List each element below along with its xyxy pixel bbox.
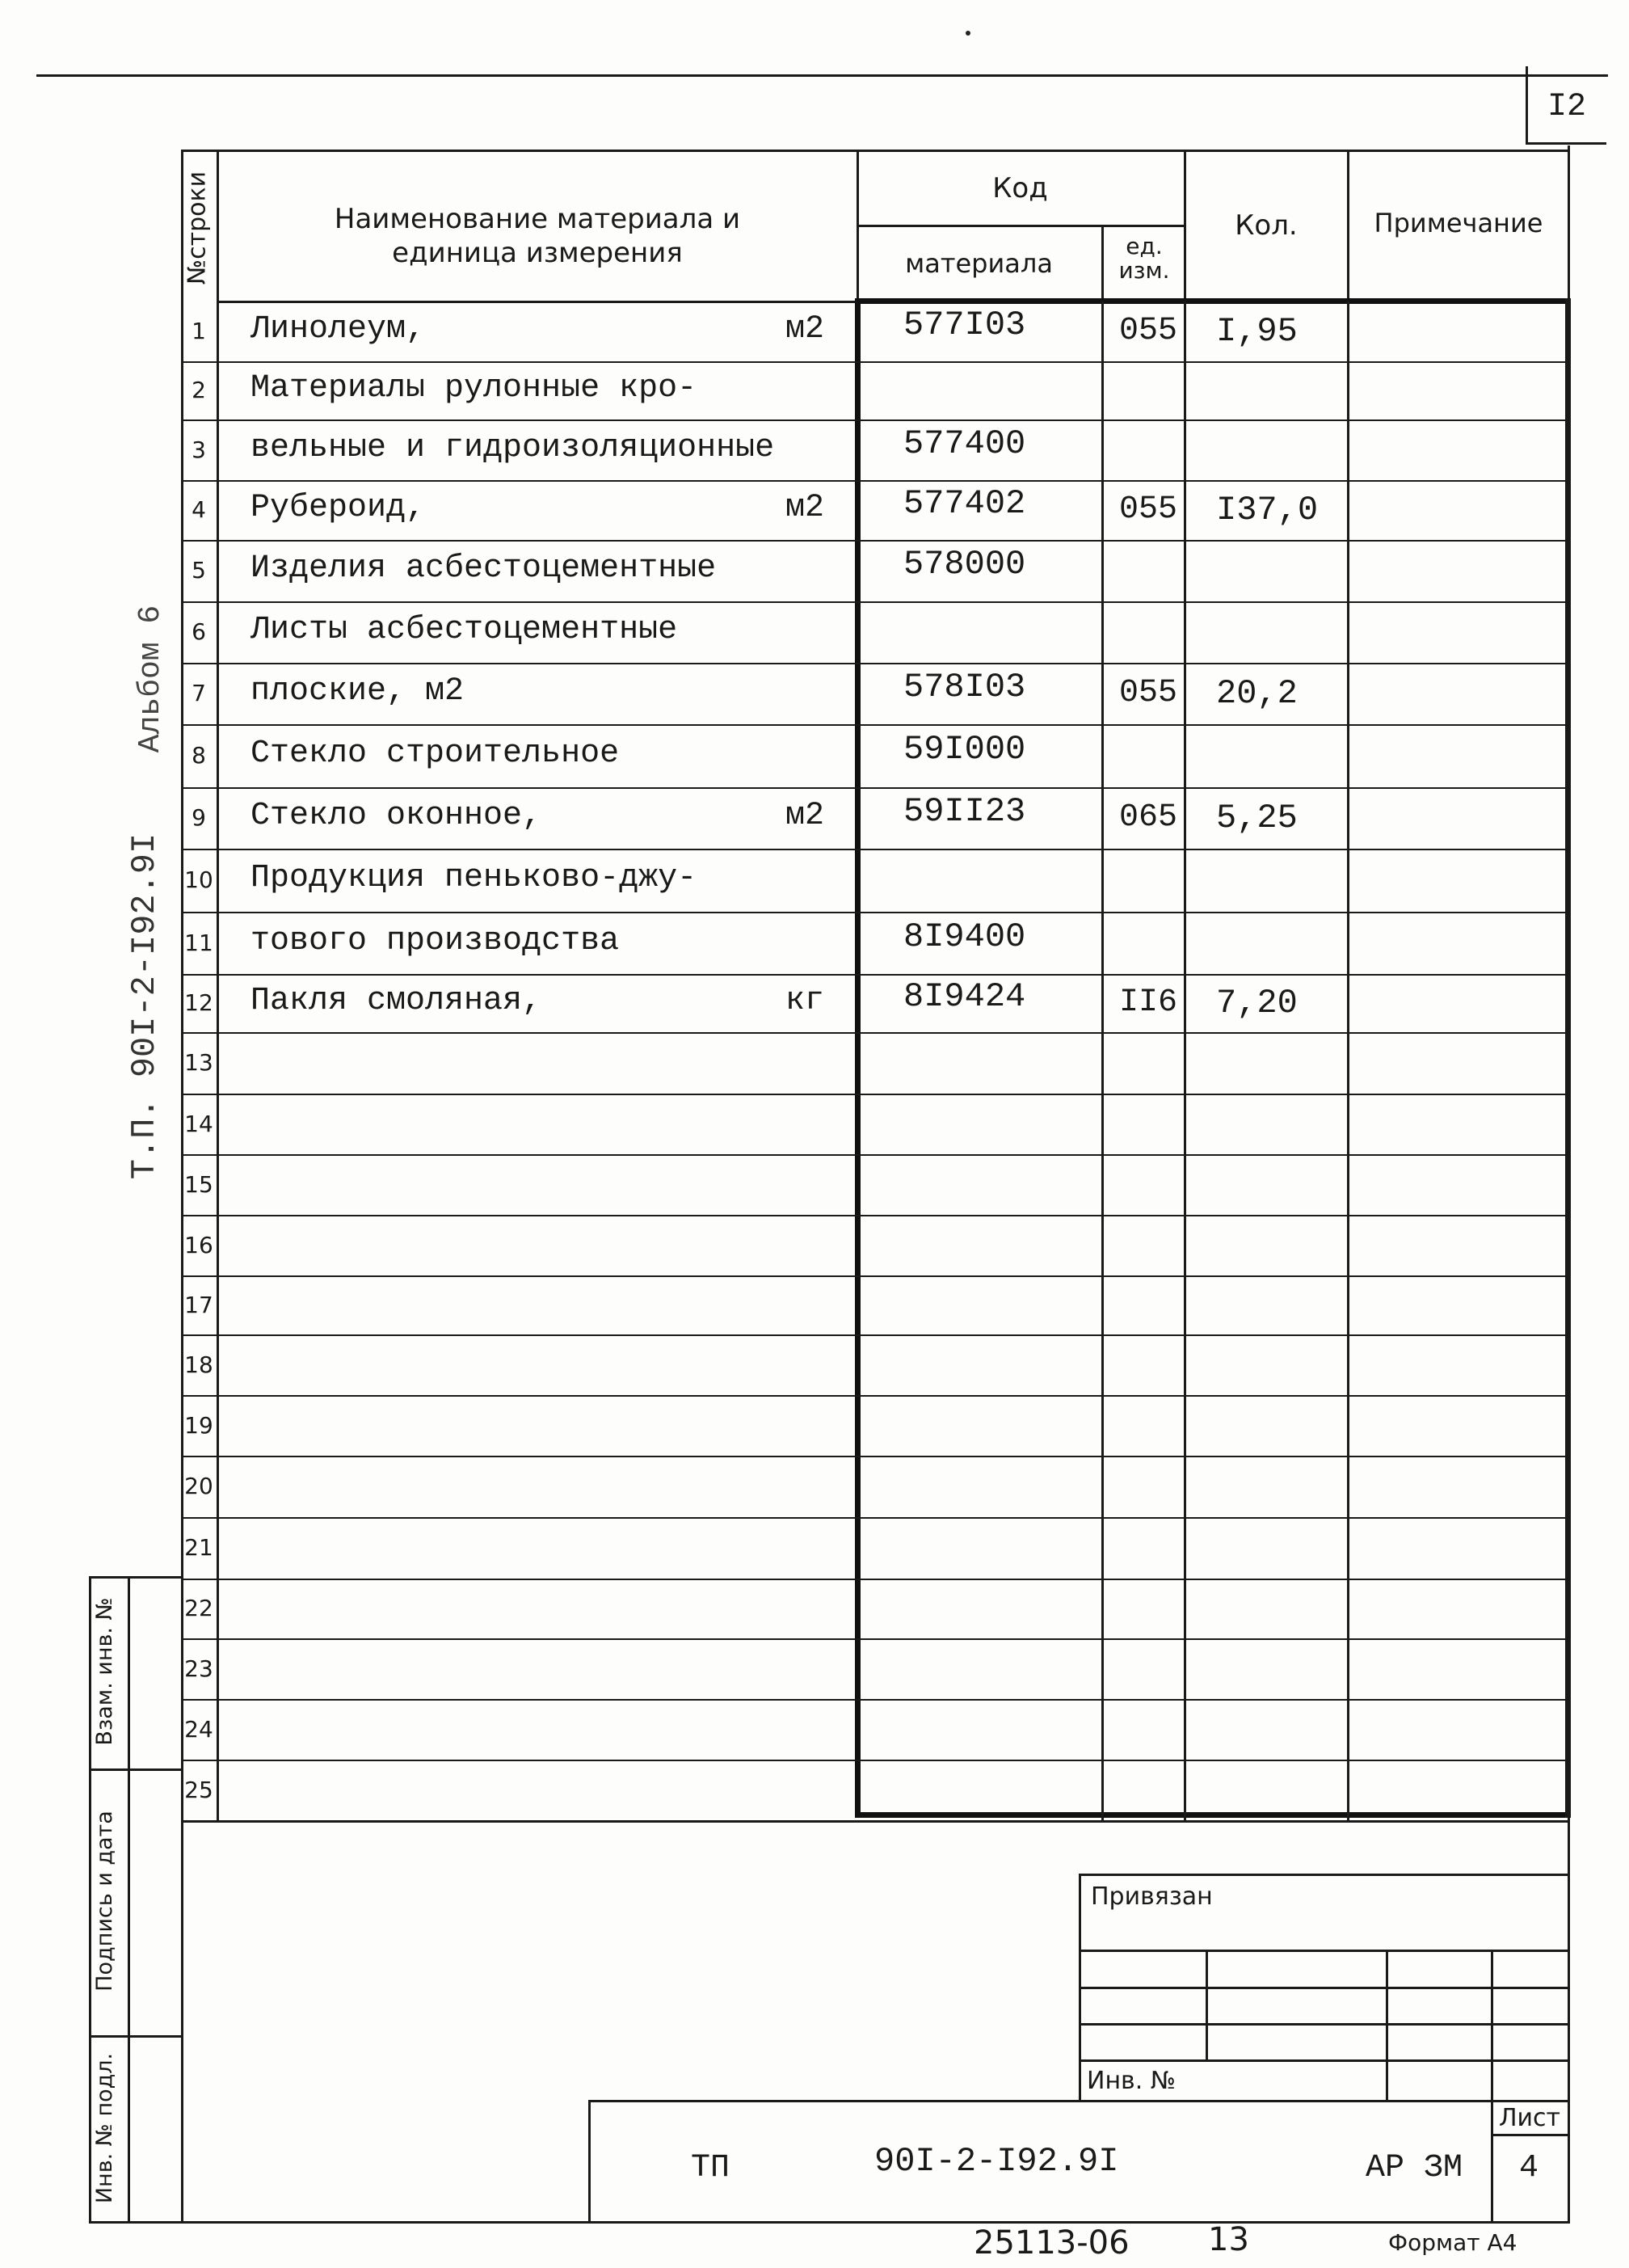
hdr-name: Наименование материала и единица измерения — [334, 203, 741, 269]
margin-div2 — [89, 2035, 182, 2038]
quantity: 20,2 — [1216, 674, 1298, 713]
hdr-row-no: №строки — [183, 171, 212, 285]
material-code: 577I03 — [903, 305, 1026, 344]
col-row-right — [217, 150, 219, 1823]
margin-div1 — [89, 1768, 182, 1771]
col-unit-left — [1101, 301, 1104, 1820]
material-code: 8I9424 — [903, 977, 1026, 1016]
row-number: 23 — [184, 1655, 213, 1682]
row-number: 10 — [184, 866, 213, 893]
frame-top — [181, 150, 1570, 152]
row-divider — [181, 912, 1570, 913]
row-number: 1 — [192, 317, 206, 344]
row-number: 4 — [192, 496, 206, 523]
row-divider — [181, 724, 1570, 726]
material-unit: м2 — [785, 798, 824, 834]
material-code: 8I9400 — [903, 917, 1026, 956]
material-name: плоские, м2 — [250, 673, 465, 710]
row-divider — [181, 1334, 1570, 1336]
body-thick-frame — [855, 298, 1569, 1818]
material-code: 577400 — [903, 424, 1026, 463]
row-number: 7 — [192, 680, 206, 706]
hdr-qty: Кол. — [1235, 209, 1298, 242]
footer-num2: 13 — [1208, 2221, 1249, 2258]
row-number: 13 — [184, 1049, 213, 1076]
title-block-left — [588, 2100, 591, 2221]
row-divider — [181, 1215, 1570, 1216]
material-unit: м2 — [785, 490, 824, 526]
stamp-row4 — [1079, 2059, 1570, 2062]
material-name: Линолеум, — [250, 310, 426, 348]
material-name: Изделия асбестоцементные — [250, 550, 717, 587]
quantity: I,95 — [1216, 311, 1298, 351]
row-number: 24 — [184, 1715, 213, 1743]
doc-code: 90I-2-I92.9I — [874, 2142, 1119, 2181]
material-unit: м2 — [785, 310, 824, 348]
material-name: тового производства — [250, 922, 620, 959]
row-divider — [181, 849, 1570, 850]
table-end — [181, 1820, 1570, 1823]
row-divider — [181, 1032, 1570, 1034]
body-thick-right — [1565, 298, 1571, 1818]
row-divider — [181, 663, 1570, 664]
margin-top — [89, 1576, 182, 1579]
row-number: 16 — [184, 1231, 213, 1258]
sheet-number-top: I2 — [1547, 89, 1587, 125]
row-divider — [181, 540, 1570, 542]
unit-code: II6 — [1119, 984, 1178, 1021]
inv-podl-label: Инв. № подл. — [92, 2052, 117, 2204]
material-name: Продукция пеньково-джу- — [250, 860, 697, 896]
row-divider — [181, 1395, 1570, 1397]
album-label: Альбом 6 — [133, 605, 168, 753]
footer-format: Формат А4 — [1388, 2229, 1517, 2256]
material-name: Пакля смоляная, — [250, 983, 542, 1019]
row-number: 12 — [184, 989, 213, 1016]
row-number: 15 — [184, 1170, 213, 1198]
material-name: вельные и гидроизоляционные — [250, 429, 775, 466]
row-divider — [181, 1456, 1570, 1457]
material-code: 578000 — [903, 545, 1026, 584]
material-unit: кг — [785, 983, 824, 1019]
stamp-col3 — [1491, 1950, 1493, 2221]
list-split — [1491, 2134, 1570, 2136]
tp-side-label: Т.П. 90I-2-I92.9I — [125, 833, 164, 1180]
hdr-code: Код — [992, 172, 1048, 204]
quantity: I37,0 — [1216, 491, 1319, 529]
hdr-note: Примечание — [1374, 208, 1543, 238]
top-rule — [36, 74, 1608, 77]
stamp-col1 — [1206, 1950, 1208, 2061]
tp-label: ТП — [691, 2150, 730, 2186]
margin-bottom — [89, 2221, 182, 2224]
sheet-number: 4 — [1519, 2150, 1539, 2186]
row-number: 19 — [184, 1411, 213, 1439]
row-divider — [181, 480, 1570, 482]
ar-label: АР ЗМ — [1366, 2150, 1463, 2186]
row-number: 3 — [192, 436, 206, 463]
row-divider — [181, 974, 1570, 976]
row-number: 11 — [184, 929, 213, 956]
row-divider — [181, 1275, 1570, 1277]
row-divider — [181, 1638, 1570, 1640]
material-name: Стекло оконное, — [250, 798, 542, 834]
stamp-row3 — [1079, 2023, 1570, 2026]
row-divider — [181, 1094, 1570, 1095]
row-number: 8 — [192, 742, 206, 769]
row-divider — [181, 1517, 1570, 1519]
margin-line-outer — [89, 1576, 91, 2223]
footer-number: 25113-06 — [974, 2224, 1130, 2262]
row-number: 25 — [184, 1776, 213, 1803]
stamp-row1 — [1079, 1950, 1570, 1952]
row-number: 14 — [184, 1110, 213, 1137]
material-code: 578I03 — [903, 668, 1026, 706]
unit-code: 065 — [1119, 799, 1178, 836]
hdr-code-split — [857, 225, 1185, 227]
stamp-row2 — [1079, 1987, 1570, 1989]
row-divider — [181, 1154, 1570, 1156]
row-divider — [181, 1579, 1570, 1580]
row-number: 5 — [192, 557, 206, 584]
sheet-box-left — [1526, 66, 1528, 144]
unit-code: 055 — [1119, 675, 1178, 711]
material-code: 577402 — [903, 484, 1026, 523]
unit-code: 055 — [1119, 312, 1178, 349]
frame-bottom — [181, 2221, 1570, 2224]
row-number: 9 — [192, 804, 206, 831]
row-divider — [181, 787, 1570, 789]
col-note-left — [1347, 301, 1349, 1820]
row-number: 6 — [192, 618, 206, 645]
row-number: 20 — [184, 1473, 213, 1499]
privyazan-label: Привязан — [1091, 1882, 1213, 1911]
quantity: 5,25 — [1216, 799, 1298, 837]
material-name: Материалы рулонные кро- — [250, 370, 697, 407]
row-divider — [181, 1699, 1570, 1701]
stamp-top — [1079, 1874, 1570, 1876]
title-block-top — [588, 2100, 1570, 2102]
row-number: 18 — [184, 1351, 213, 1378]
row-number: 21 — [184, 1534, 213, 1561]
row-number: 2 — [192, 377, 206, 403]
inv-no-label: Инв. № — [1087, 2067, 1176, 2095]
material-code: 59II23 — [903, 792, 1026, 831]
col-qty-left — [1184, 301, 1186, 1820]
hdr-code-material: материала — [905, 248, 1053, 279]
material-code: 59I000 — [903, 730, 1026, 769]
sheet-box-bottom — [1526, 142, 1606, 145]
row-divider — [181, 419, 1570, 421]
margin-line-inner — [128, 1576, 130, 2223]
hdr-code-unit: ед. изм. — [1118, 233, 1170, 284]
material-name: Листы асбестоцементные — [250, 612, 678, 648]
row-number: 17 — [184, 1291, 213, 1318]
row-divider — [181, 361, 1570, 363]
quantity: 7,20 — [1216, 984, 1298, 1022]
material-name: Рубероид, — [250, 490, 426, 526]
row-number: 22 — [184, 1595, 213, 1621]
vzam-inv-label: Взам. инв. № — [92, 1597, 117, 1746]
list-label: Лист — [1499, 2104, 1561, 2132]
row-divider — [181, 1760, 1570, 1761]
podpis-label: Подпись и дата — [92, 1811, 117, 1992]
stamp-col2 — [1386, 1950, 1388, 2100]
row-divider — [181, 601, 1570, 603]
speck — [966, 31, 970, 36]
material-name: Стекло строительное — [250, 736, 620, 772]
unit-code: 055 — [1119, 491, 1178, 528]
